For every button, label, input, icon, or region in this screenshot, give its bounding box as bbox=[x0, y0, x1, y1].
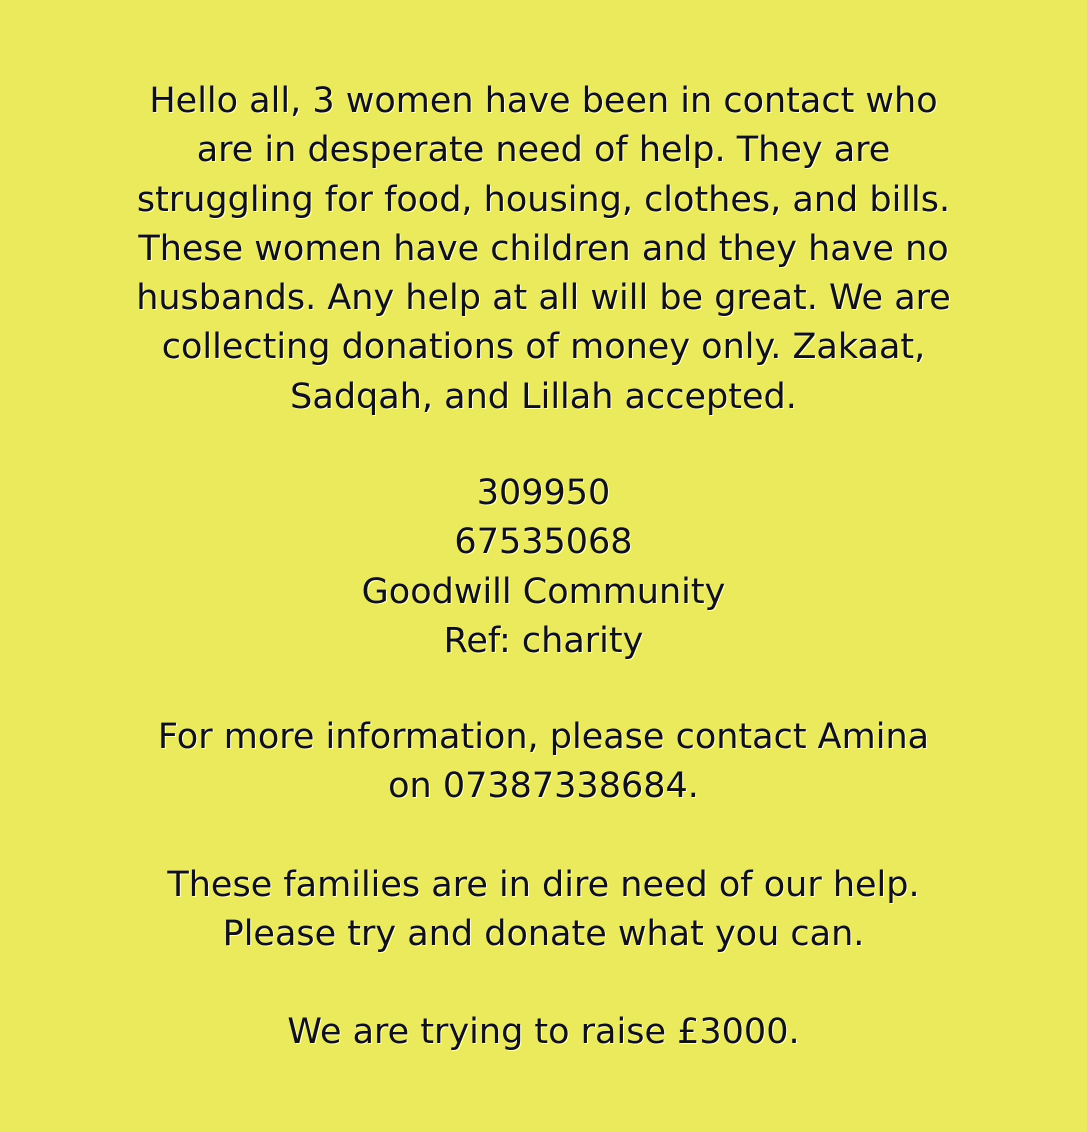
contact-line: For more information, please contact Amina bbox=[157, 717, 930, 757]
appeal-line: These families are in dire need of our help. bbox=[167, 865, 920, 905]
account-name: Goodwill Community bbox=[361, 571, 726, 612]
appeal-line: Please try and donate what you can. bbox=[222, 914, 865, 955]
bank-details bbox=[0, 469, 1087, 666]
intro-paragraph bbox=[0, 77, 1087, 422]
intro-line: These women have children and they have no bbox=[138, 228, 949, 269]
appeal-paragraph bbox=[0, 861, 1087, 960]
sort-code: 309950 bbox=[476, 473, 611, 513]
payment-reference: Ref: charity bbox=[443, 620, 644, 661]
intro-line: collecting donations of money only. Zakaat, bbox=[161, 327, 926, 368]
intro-line: husbands. Any help at all will be great. We are bbox=[136, 278, 951, 319]
intro-line: Sadqah, and Lillah accepted. bbox=[290, 376, 797, 417]
account-number: 67535068 bbox=[454, 522, 633, 563]
intro-line: Hello all, 3 women have been in contact who bbox=[149, 81, 938, 121]
intro-line: are in desperate need of help. They are bbox=[196, 130, 891, 171]
contact-paragraph bbox=[0, 713, 1087, 812]
fundraising-target bbox=[0, 1008, 1087, 1057]
intro-line: struggling for food, housing, clothes, and bills. bbox=[136, 179, 951, 220]
contact-line: on 07387338684. bbox=[388, 766, 699, 807]
target-line: We are trying to raise £3000. bbox=[287, 1012, 800, 1052]
